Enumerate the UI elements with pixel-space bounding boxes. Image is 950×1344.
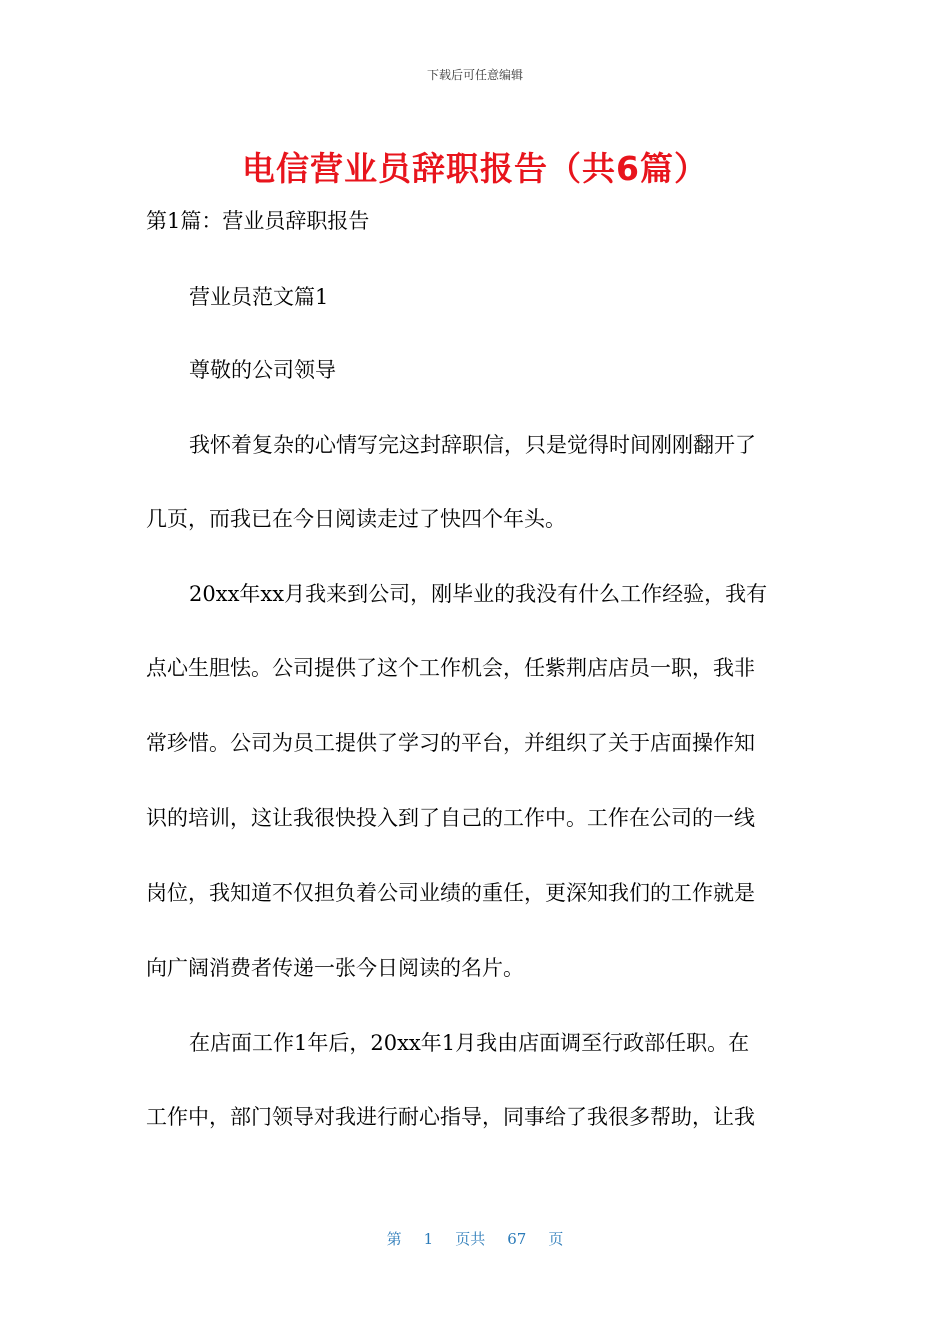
paragraph-line: 尊敬的公司领导 bbox=[189, 358, 336, 382]
paragraph-line: 20xx年xx月我来到公司，刚毕业的我没有什么工作经验，我有 bbox=[189, 582, 768, 606]
paragraph-line: 向广阔消费者传递一张今日阅读的名片。 bbox=[146, 956, 524, 980]
paragraph-line: 常珍惜。公司为员工提供了学习的平台，并组织了关于店面操作知 bbox=[146, 731, 755, 755]
paragraph-line: 工作中，部门领导对我进行耐心指导，同事给了我很多帮助，让我 bbox=[146, 1105, 755, 1129]
footer-middle: 页共 bbox=[455, 1230, 486, 1248]
paragraph-line: 岗位，我知道不仅担负着公司业绩的重任，更深知我们的工作就是 bbox=[146, 881, 755, 905]
footer-page-number: 1 bbox=[423, 1230, 434, 1248]
footer-suffix: 页 bbox=[548, 1230, 564, 1248]
paragraph-line: 我怀着复杂的心情写完这封辞职信，只是觉得时间刚刚翻开了 bbox=[189, 433, 756, 457]
paragraph-line: 点心生胆怯。公司提供了这个工作机会，任紫荆店店员一职，我非 bbox=[146, 656, 755, 680]
header-note: 下载后可任意编辑 bbox=[426, 68, 523, 82]
paragraph-line: 识的培训，这让我很快投入到了自己的工作中。工作在公司的一线 bbox=[146, 806, 755, 830]
section-heading: 第1篇：营业员辞职报告 bbox=[146, 209, 370, 233]
footer-total-pages: 67 bbox=[507, 1230, 527, 1248]
paragraph-line: 在店面工作1年后，20xx年1月我由店面调至行政部任职。在 bbox=[189, 1031, 750, 1055]
paragraph-line: 几页，而我已在今日阅读走过了快四个年头。 bbox=[146, 507, 566, 531]
footer-prefix: 第 bbox=[386, 1230, 402, 1248]
paragraph-line: 营业员范文篇1 bbox=[189, 285, 329, 309]
page-footer bbox=[0, 1228, 950, 1249]
document-title: 电信营业员辞职报告（共6篇） bbox=[242, 149, 708, 188]
